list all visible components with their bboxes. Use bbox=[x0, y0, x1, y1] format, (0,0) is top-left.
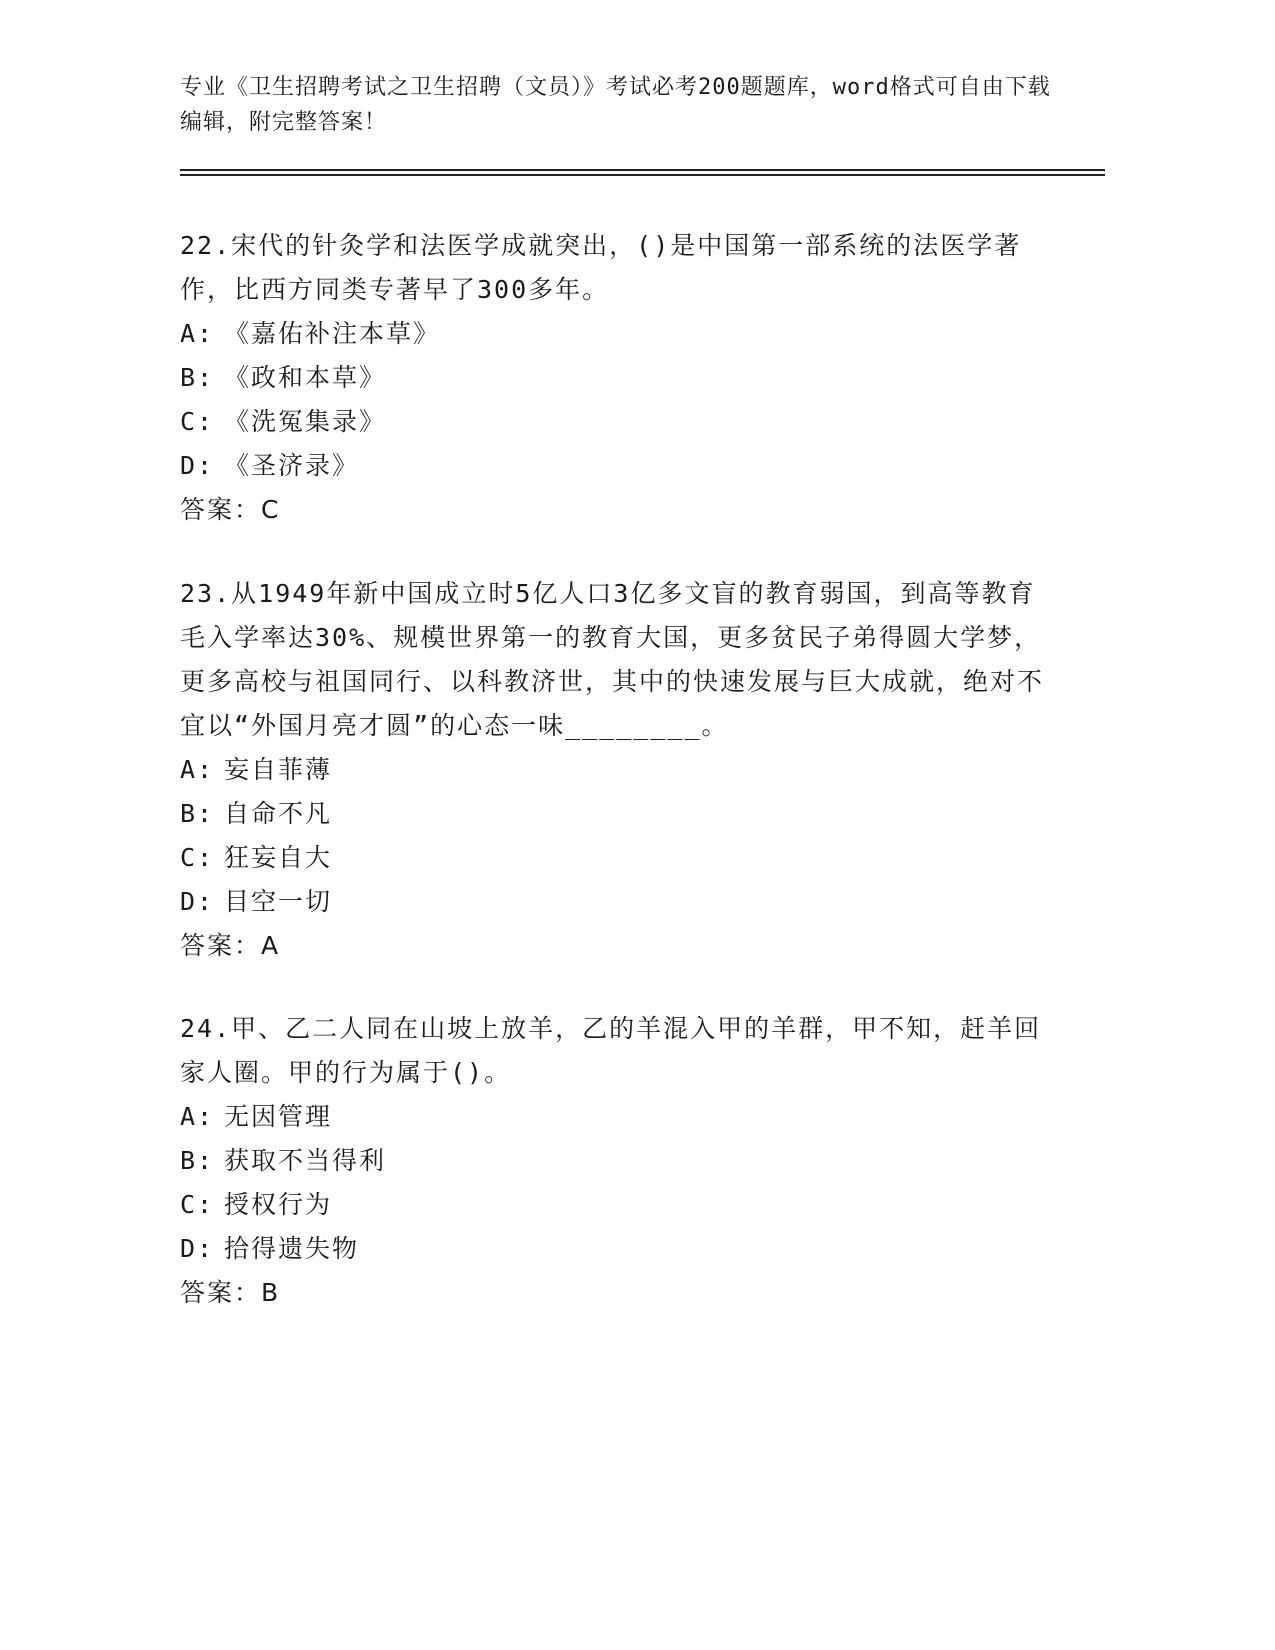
answer-value: B bbox=[261, 1278, 279, 1307]
option-d bbox=[180, 1227, 1060, 1271]
answer-label: 答案： bbox=[180, 1278, 262, 1307]
question-stem: 22.宋代的针灸学和法医学成就突出，()是中国第一部系统的法医学著作，比西方同类专著早了300多年。 bbox=[180, 231, 1022, 304]
option-a bbox=[180, 748, 1060, 792]
question-23 bbox=[180, 572, 1060, 968]
option-letter: D: bbox=[180, 451, 215, 480]
answer-line bbox=[180, 488, 1060, 532]
option-letter: D: bbox=[180, 887, 215, 916]
option-c bbox=[180, 400, 1060, 444]
option-d bbox=[180, 880, 1060, 924]
option-text: 《洗冤集录》 bbox=[224, 407, 387, 436]
option-text: 狂妄自大 bbox=[224, 843, 333, 872]
option-letter: C: bbox=[180, 843, 215, 872]
option-letter: C: bbox=[180, 1190, 215, 1219]
answer-label: 答案： bbox=[180, 495, 262, 524]
answer-line bbox=[180, 1271, 1060, 1315]
header-divider-top bbox=[180, 169, 1105, 171]
option-letter: B: bbox=[180, 363, 215, 392]
option-text: 《圣济录》 bbox=[224, 451, 360, 480]
option-letter: B: bbox=[180, 1146, 215, 1175]
option-a bbox=[180, 1095, 1060, 1139]
option-text: 《嘉佑补注本草》 bbox=[224, 319, 441, 348]
question-22 bbox=[180, 224, 1060, 532]
option-c bbox=[180, 836, 1060, 880]
option-b bbox=[180, 1139, 1060, 1183]
option-letter: C: bbox=[180, 407, 215, 436]
option-b bbox=[180, 792, 1060, 836]
header-divider-bottom bbox=[180, 174, 1105, 176]
option-b bbox=[180, 356, 1060, 400]
option-text: 拾得遗失物 bbox=[224, 1234, 360, 1263]
answer-label: 答案： bbox=[180, 931, 262, 960]
answer-value: A bbox=[261, 931, 279, 960]
option-text: 目空一切 bbox=[224, 887, 333, 916]
option-c bbox=[180, 1183, 1060, 1227]
option-letter: D: bbox=[180, 1234, 215, 1263]
question-24 bbox=[180, 1007, 1060, 1315]
option-text: 获取不当得利 bbox=[224, 1146, 387, 1175]
question-stem: 23.从1949年新中国成立时5亿人口3亿多文盲的教育弱国，到高等教育毛入学率达30%、规模世界第一的教育大国，更多贫民子弟得圆大学梦，更多高校与祖国同行、以科教济世，其中的快速发展与巨大成就，绝对不宜以“外国月亮才圆”的心态一味________。 bbox=[180, 579, 1045, 740]
option-letter: A: bbox=[180, 1102, 215, 1131]
document-header: 专业《卫生招聘考试之卫生招聘（文员）》考试必考200题题库，word格式可自由下载编辑，附完整答案！ bbox=[180, 75, 1051, 135]
option-text: 无因管理 bbox=[224, 1102, 333, 1131]
answer-value: C bbox=[261, 495, 279, 524]
option-text: 妄自菲薄 bbox=[224, 755, 333, 784]
option-letter: A: bbox=[180, 755, 215, 784]
question-stem: 24.甲、乙二人同在山坡上放羊，乙的羊混入甲的羊群，甲不知，赶羊回家人圈。甲的行为属于()。 bbox=[180, 1014, 1042, 1087]
option-letter: B: bbox=[180, 799, 215, 828]
option-text: 授权行为 bbox=[224, 1190, 333, 1219]
option-text: 自命不凡 bbox=[224, 799, 333, 828]
option-d bbox=[180, 444, 1060, 488]
option-text: 《政和本草》 bbox=[224, 363, 387, 392]
option-letter: A: bbox=[180, 319, 215, 348]
answer-line bbox=[180, 924, 1060, 968]
option-a bbox=[180, 312, 1060, 356]
